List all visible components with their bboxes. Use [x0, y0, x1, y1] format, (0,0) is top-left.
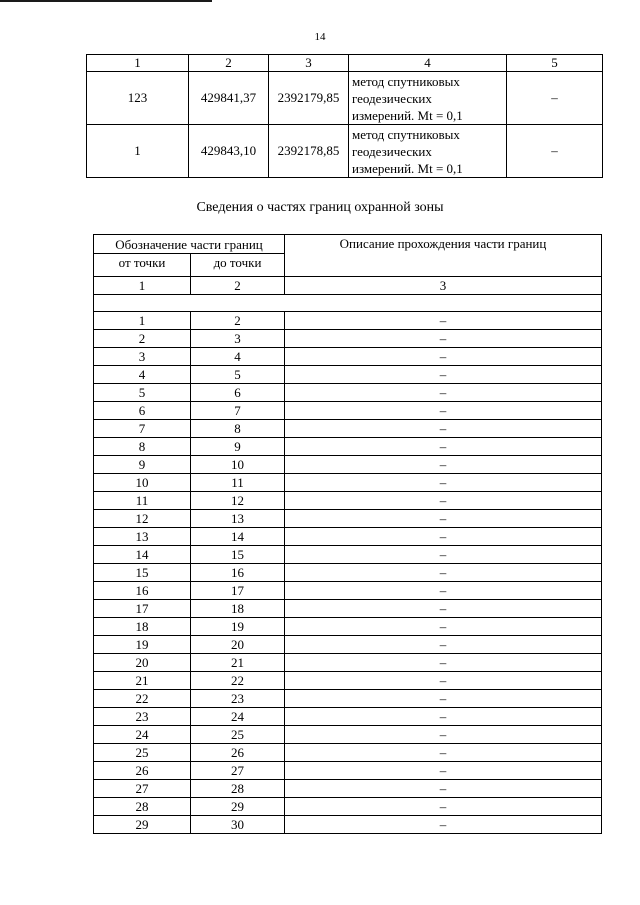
to-point-cell: 22 [191, 672, 285, 690]
description-cell: – [285, 312, 602, 330]
from-point-cell: 15 [94, 564, 191, 582]
method-cell [349, 125, 507, 178]
table-row [94, 420, 602, 438]
scan-artifact-line [0, 0, 212, 2]
description-cell: – [285, 636, 602, 654]
description-cell: – [285, 582, 602, 600]
description-cell: – [285, 402, 602, 420]
group-header-cell: Обозначение части границ [94, 235, 285, 254]
description-cell: – [285, 528, 602, 546]
boundary-parts-table [93, 234, 602, 834]
description-cell: – [285, 618, 602, 636]
from-point-cell: 6 [94, 402, 191, 420]
to-point-cell: 14 [191, 528, 285, 546]
description-cell: – [285, 564, 602, 582]
from-point-cell: 27 [94, 780, 191, 798]
header-cell: 5 [507, 55, 603, 72]
from-point-cell: 24 [94, 726, 191, 744]
header-cell: 4 [349, 55, 507, 72]
from-point-cell: 26 [94, 762, 191, 780]
from-point-cell: 21 [94, 672, 191, 690]
table-row [94, 762, 602, 780]
section-title: Сведения о частях границ охранной зоны [196, 200, 444, 215]
from-point-cell: 19 [94, 636, 191, 654]
to-point-cell: 27 [191, 762, 285, 780]
to-point-cell: 7 [191, 402, 285, 420]
note-cell: – [507, 72, 603, 125]
table-row [94, 798, 602, 816]
parts-table-body [94, 312, 602, 834]
header-cell: 2 [189, 55, 269, 72]
from-point-cell: 28 [94, 798, 191, 816]
table-row [94, 330, 602, 348]
table-header-row [87, 55, 603, 72]
from-point-cell: 23 [94, 708, 191, 726]
to-point-cell: 21 [191, 654, 285, 672]
table-row [94, 816, 602, 834]
column-number-cell: 3 [285, 277, 602, 295]
table-row [94, 546, 602, 564]
from-point-cell: 8 [94, 438, 191, 456]
table-row [94, 654, 602, 672]
table-row [94, 384, 602, 402]
description-cell: – [285, 348, 602, 366]
from-point-cell: 7 [94, 420, 191, 438]
table-row [94, 510, 602, 528]
to-point-cell: 23 [191, 690, 285, 708]
description-cell: – [285, 420, 602, 438]
point-cell: 1 [87, 125, 189, 178]
point-cell: 123 [87, 72, 189, 125]
header-cell: 1 [87, 55, 189, 72]
page-number: 14 [314, 31, 326, 43]
to-point-cell: 28 [191, 780, 285, 798]
method-cell [349, 72, 507, 125]
description-cell: – [285, 600, 602, 618]
y-coordinate-cell: 2392179,85 [269, 72, 349, 125]
table-row [94, 690, 602, 708]
method-line: метод спутниковых [352, 126, 460, 142]
note-cell: – [507, 125, 603, 178]
from-point-cell: 1 [94, 312, 191, 330]
header-cell: 3 [269, 55, 349, 72]
from-point-cell: 4 [94, 366, 191, 384]
to-point-cell: 11 [191, 474, 285, 492]
y-coordinate-cell: 2392178,85 [269, 125, 349, 178]
description-cell: – [285, 654, 602, 672]
description-cell: – [285, 780, 602, 798]
to-point-cell: 9 [191, 438, 285, 456]
description-cell: – [285, 384, 602, 402]
table-row [94, 600, 602, 618]
coordinates-table [86, 54, 603, 178]
to-point-cell: 12 [191, 492, 285, 510]
to-point-cell: 3 [191, 330, 285, 348]
from-point-cell: 14 [94, 546, 191, 564]
x-coordinate-cell: 429841,37 [189, 72, 269, 125]
table-row [94, 618, 602, 636]
table-row [94, 564, 602, 582]
to-point-cell: 25 [191, 726, 285, 744]
description-cell: – [285, 546, 602, 564]
to-point-cell: 13 [191, 510, 285, 528]
to-point-cell: 24 [191, 708, 285, 726]
table-row [94, 402, 602, 420]
to-point-header-cell: до точки [191, 254, 285, 277]
from-point-cell: 20 [94, 654, 191, 672]
method-line: измерений. Mt = 0,1 [352, 160, 463, 176]
table-row [94, 312, 602, 330]
description-cell: – [285, 474, 602, 492]
method-line: измерений. Mt = 0,1 [352, 107, 463, 123]
from-point-cell: 10 [94, 474, 191, 492]
description-cell: – [285, 798, 602, 816]
to-point-cell: 6 [191, 384, 285, 402]
table-row [94, 474, 602, 492]
from-point-cell: 3 [94, 348, 191, 366]
from-point-cell: 17 [94, 600, 191, 618]
description-cell: – [285, 816, 602, 834]
description-cell: – [285, 456, 602, 474]
description-cell: – [285, 690, 602, 708]
column-number-cell: 2 [191, 277, 285, 295]
table-row [94, 456, 602, 474]
description-cell: – [285, 492, 602, 510]
from-point-cell: 12 [94, 510, 191, 528]
to-point-cell: 20 [191, 636, 285, 654]
method-line: геодезических [352, 90, 432, 106]
description-cell: – [285, 708, 602, 726]
table-row [94, 708, 602, 726]
table-row [94, 636, 602, 654]
to-point-cell: 18 [191, 600, 285, 618]
from-point-cell: 18 [94, 618, 191, 636]
to-point-cell: 4 [191, 348, 285, 366]
to-point-cell: 10 [191, 456, 285, 474]
description-cell: – [285, 510, 602, 528]
table-row [94, 438, 602, 456]
to-point-cell: 26 [191, 744, 285, 762]
description-cell: – [285, 726, 602, 744]
from-point-header-cell: от точки [94, 254, 191, 277]
to-point-cell: 16 [191, 564, 285, 582]
from-point-cell: 11 [94, 492, 191, 510]
table-row [94, 672, 602, 690]
to-point-cell: 5 [191, 366, 285, 384]
method-line: метод спутниковых [352, 73, 460, 89]
column-number-row [94, 277, 602, 295]
to-point-cell: 19 [191, 618, 285, 636]
description-cell: – [285, 366, 602, 384]
table-row [94, 348, 602, 366]
from-point-cell: 16 [94, 582, 191, 600]
method-line: геодезических [352, 143, 432, 159]
spacer-row [94, 295, 602, 312]
table-row [94, 528, 602, 546]
column-number-cell: 1 [94, 277, 191, 295]
from-point-cell: 5 [94, 384, 191, 402]
from-point-cell: 13 [94, 528, 191, 546]
to-point-cell: 17 [191, 582, 285, 600]
table-row [94, 582, 602, 600]
description-cell: – [285, 744, 602, 762]
table-row [94, 366, 602, 384]
from-point-cell: 22 [94, 690, 191, 708]
description-cell: – [285, 672, 602, 690]
description-header-cell: Описание прохождения части границ [285, 235, 602, 277]
from-point-cell: 9 [94, 456, 191, 474]
from-point-cell: 25 [94, 744, 191, 762]
to-point-cell: 8 [191, 420, 285, 438]
table-row [94, 726, 602, 744]
table-row [94, 492, 602, 510]
to-point-cell: 30 [191, 816, 285, 834]
spacer-cell [94, 295, 602, 312]
to-point-cell: 29 [191, 798, 285, 816]
table-header-row [94, 235, 602, 254]
to-point-cell: 15 [191, 546, 285, 564]
to-point-cell: 2 [191, 312, 285, 330]
description-cell: – [285, 330, 602, 348]
description-cell: – [285, 438, 602, 456]
table-row [87, 125, 603, 178]
table-row [87, 72, 603, 125]
description-cell: – [285, 762, 602, 780]
from-point-cell: 2 [94, 330, 191, 348]
table-row [94, 744, 602, 762]
table-row [94, 780, 602, 798]
from-point-cell: 29 [94, 816, 191, 834]
x-coordinate-cell: 429843,10 [189, 125, 269, 178]
